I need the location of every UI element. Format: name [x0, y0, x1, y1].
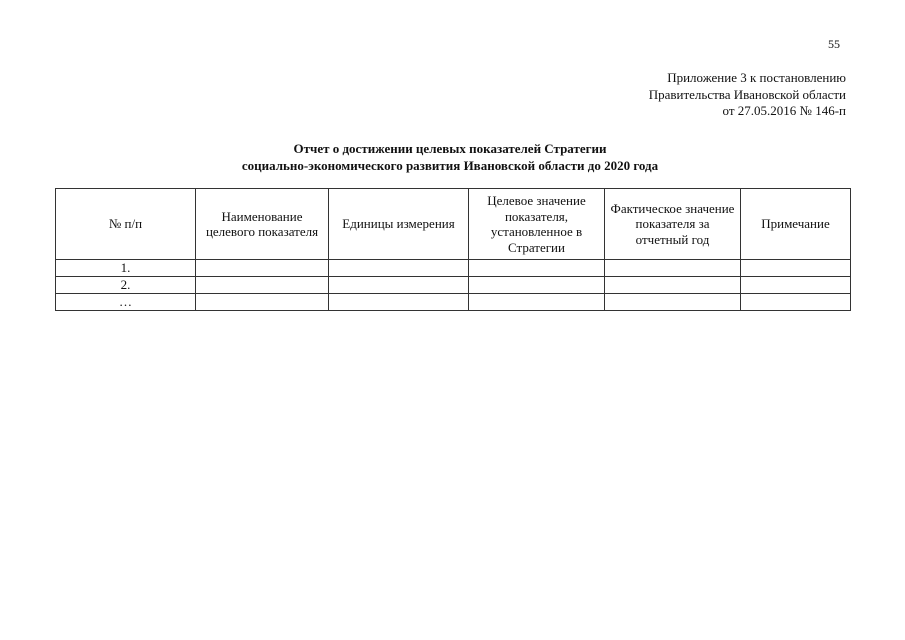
- report-title-line-2: социально-экономического развития Ивановской области до 2020 года: [241, 158, 659, 173]
- table-cell: 1.: [56, 260, 196, 277]
- table-cell: [196, 294, 329, 311]
- table-row: [56, 277, 851, 294]
- table-cell: [196, 260, 329, 277]
- table-cell: [329, 260, 469, 277]
- table-cell: [469, 294, 605, 311]
- header-note: Примечание: [741, 189, 851, 260]
- table-cell: 2.: [56, 277, 196, 294]
- appendix-line-3: от 27.05.2016 № 146-п: [722, 103, 846, 118]
- header-units: Единицы измерения: [329, 189, 469, 260]
- report-title: [100, 140, 800, 174]
- table-cell: …: [56, 294, 196, 311]
- header-target-value: Целевое значение показателя, установленное в Стратегии: [469, 189, 605, 260]
- table-cell: [196, 277, 329, 294]
- appendix-line-1: Приложение 3 к постановлению: [667, 70, 846, 85]
- appendix-line-2: Правительства Ивановской области: [648, 86, 846, 102]
- table-cell: [469, 277, 605, 294]
- table-cell: [605, 277, 741, 294]
- table-cell: [741, 260, 851, 277]
- appendix-note: [540, 70, 846, 120]
- table-cell: [741, 277, 851, 294]
- table-cell: [329, 294, 469, 311]
- table-cell: [605, 260, 741, 277]
- table-cell: [605, 294, 741, 311]
- page-number: 55: [828, 37, 840, 51]
- header-number: № п/п: [56, 189, 196, 260]
- table-cell: [329, 277, 469, 294]
- report-table: [55, 188, 851, 311]
- report-title-line-1: Отчет о достижении целевых показателей Стратегии: [293, 141, 607, 156]
- table-cell: [741, 294, 851, 311]
- table-header-row: [56, 189, 851, 260]
- table-row: [56, 294, 851, 311]
- header-actual-value: Фактическое значение показателя за отчетный год: [605, 189, 741, 260]
- table-cell: [469, 260, 605, 277]
- table-row: [56, 260, 851, 277]
- header-indicator-name: Наименование целевого показателя: [196, 189, 329, 260]
